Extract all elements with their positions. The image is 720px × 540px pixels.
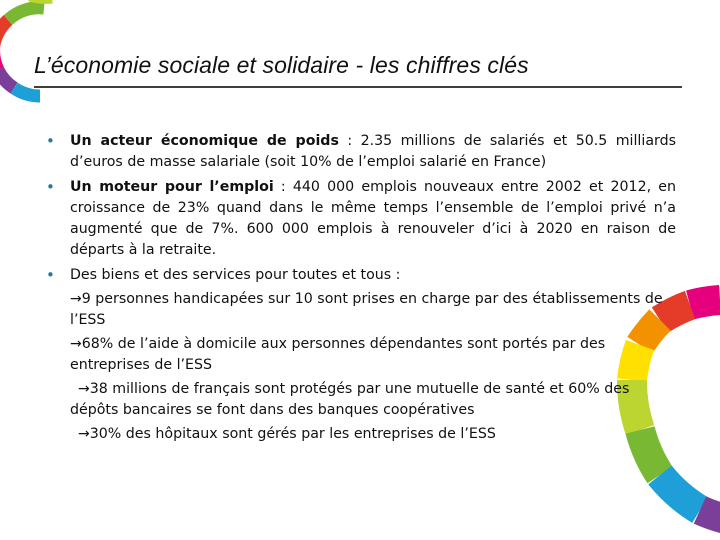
bullet-point xyxy=(46,265,676,286)
sub-item-text: 68% de l’aide à domicile aux personnes dépendantes sont portés par des entreprises de l’ESS xyxy=(70,336,606,373)
bullet-dot-icon: • xyxy=(46,178,55,196)
arrow-right-icon: → xyxy=(70,291,82,307)
bullet-text: pour toutes et tous : xyxy=(250,267,401,283)
title-underline xyxy=(34,86,682,88)
arrow-right-icon: → xyxy=(78,381,90,397)
arrow-right-icon: → xyxy=(70,336,82,352)
bullet-bold-text: Des biens et des services xyxy=(70,267,251,283)
bullet-point xyxy=(46,131,676,173)
bullet-bold-text: Un acteur économique de poids xyxy=(70,133,339,149)
bullet-point xyxy=(46,177,676,261)
arrow-right-icon: → xyxy=(78,426,90,442)
sub-item xyxy=(46,424,676,445)
sub-item-text: 30% des hôpitaux sont gérés par les entreprises de l’ESS xyxy=(89,426,496,442)
bullet-text: : 2.35 millions de salariés et 50.5 milliards d’euros de masse salariale (soit 10% de l’emploi salarié en France) xyxy=(70,133,676,170)
sub-item xyxy=(46,334,676,376)
sub-item-text: 38 millions de français sont protégés par une mutuelle de santé et 60% des dépôts bancaires se font dans des banques coopératives xyxy=(70,381,630,418)
sub-item xyxy=(46,289,676,331)
bullet-dot-icon: • xyxy=(46,266,55,284)
bullet-bold-text: Un moteur pour l’emploi xyxy=(70,179,274,195)
bullet-dot-icon: • xyxy=(46,132,55,150)
bullet-text: : 440 000 emplois nouveaux entre 2002 et 2012, en croissance de 23% quand dans le même temps l’ensemble de l’emploi privé n’a augmenté que de 7%. 600 000 emplois à renouveler d’ici à 2020 en raison de départs à la retraite. xyxy=(70,179,676,258)
slide-title: L’économie sociale et solidaire - les chiffres clés xyxy=(34,52,529,78)
sub-item xyxy=(46,379,676,421)
slide-content xyxy=(46,131,676,448)
sub-item-text: 9 personnes handicapées sur 10 sont prises en charge par des établissements de l’ESS xyxy=(70,291,663,328)
